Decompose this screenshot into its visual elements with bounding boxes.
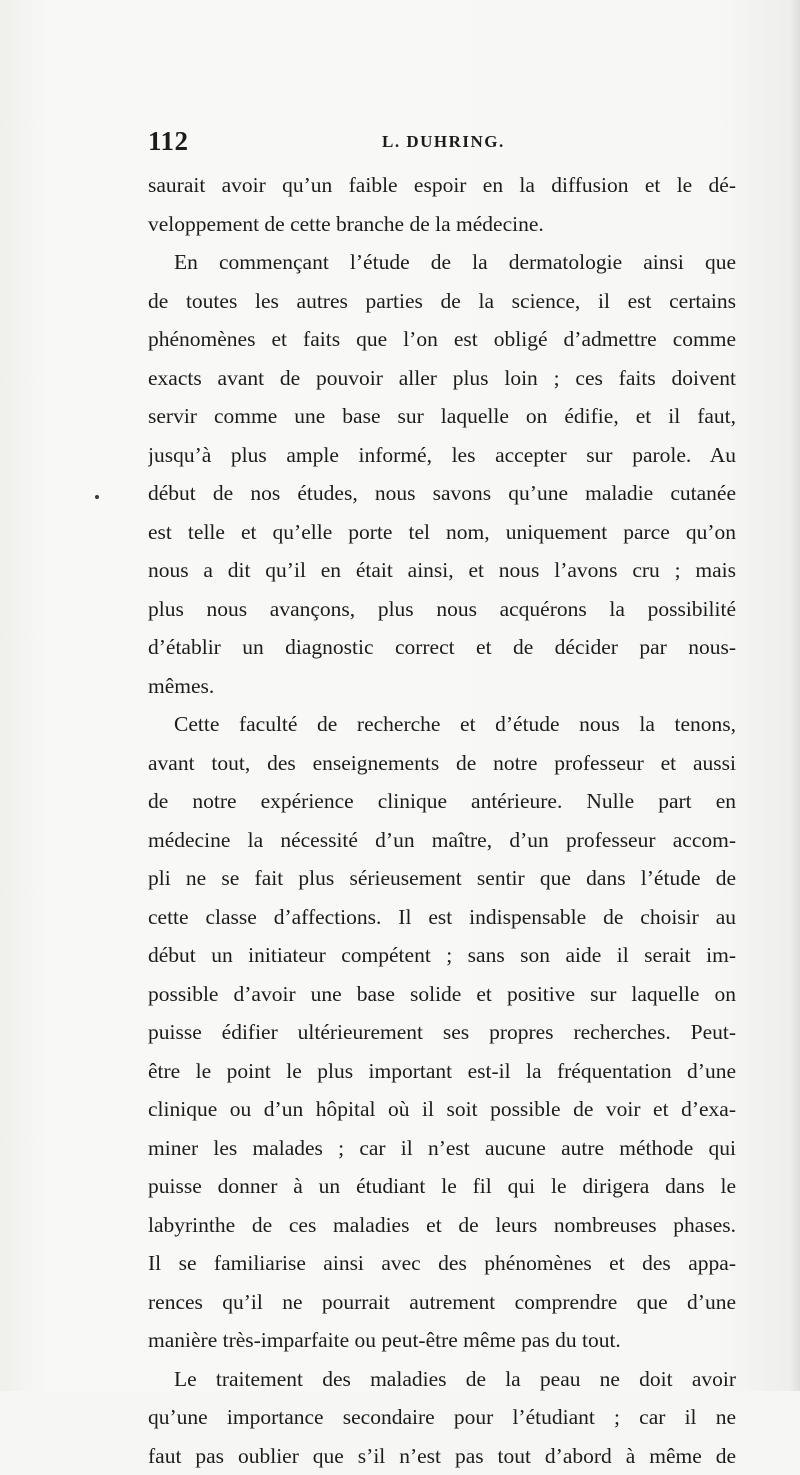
- text-line: possible d’avoir une base solide et positive sur laquelle on: [148, 975, 736, 1014]
- text-line: rences qu’il ne pourrait autrement comprendre que d’une: [148, 1283, 736, 1322]
- text-line: servir comme une base sur laquelle on édifie, et il faut,: [148, 397, 736, 436]
- text-line: est telle et qu’elle porte tel nom, uniquement parce qu’on: [148, 513, 736, 552]
- text-line: manière très-imparfaite ou peut-être même pas du tout.: [148, 1321, 736, 1360]
- text-line: En commençant l’étude de la dermatologie ainsi que: [148, 243, 736, 282]
- text-line: avant tout, des enseignements de notre professeur et aussi: [148, 744, 736, 783]
- text-line: faut pas oublier que s’il n’est pas tout d’abord à même de: [148, 1437, 736, 1475]
- text-line: puisse donner à un étudiant le fil qui le dirigera dans le: [148, 1167, 736, 1206]
- text-line: être le point le plus important est-il la fréquentation d’une: [148, 1052, 736, 1091]
- page-edge-shadow: [790, 0, 800, 1391]
- text-line: miner les malades ; car il n’est aucune autre méthode qui: [148, 1129, 736, 1168]
- text-line: puisse édifier ultérieurement ses propres recherches. Peut-: [148, 1013, 736, 1052]
- text-line: saurait avoir qu’un faible espoir en la diffusion et le dé-: [148, 166, 736, 205]
- text-line: cette classe d’affections. Il est indispensable de choisir au: [148, 898, 736, 937]
- running-head: [148, 126, 738, 166]
- ink-speck: [95, 495, 99, 499]
- body-text: [148, 166, 736, 1475]
- text-line: début un initiateur compétent ; sans son aide il serait im-: [148, 936, 736, 975]
- text-line: pli ne se fait plus sérieusement sentir que dans l’étude de: [148, 859, 736, 898]
- text-line: Le traitement des maladies de la peau ne doit avoir: [148, 1360, 736, 1399]
- text-line: de toutes les autres parties de la science, il est certains: [148, 282, 736, 321]
- text-line: clinique ou d’un hôpital où il soit possible de voir et d’exa-: [148, 1090, 736, 1129]
- page-number: 112: [148, 126, 189, 157]
- text-line: Cette faculté de recherche et d’étude nous la tenons,: [148, 705, 736, 744]
- text-line: nous a dit qu’il en était ainsi, et nous l’avons cru ; mais: [148, 551, 736, 590]
- text-line: labyrinthe de ces maladies et de leurs nombreuses phases.: [148, 1206, 736, 1245]
- text-line: de notre expérience clinique antérieure. Nulle part en: [148, 782, 736, 821]
- text-line: Il se familiarise ainsi avec des phénomènes et des appa-: [148, 1244, 736, 1283]
- text-line: veloppement de cette branche de la médecine.: [148, 205, 736, 244]
- text-line: début de nos études, nous savons qu’une maladie cutanée: [148, 474, 736, 513]
- text-line: jusqu’à plus ample informé, les accepter sur parole. Au: [148, 436, 736, 475]
- running-title: L. DUHRING.: [382, 132, 505, 152]
- text-line: plus nous avançons, plus nous acquérons la possibilité: [148, 590, 736, 629]
- text-line: médecine la nécessité d’un maître, d’un professeur accom-: [148, 821, 736, 860]
- text-line: qu’une importance secondaire pour l’étudiant ; car il ne: [148, 1398, 736, 1437]
- text-line: d’établir un diagnostic correct et de décider par nous-: [148, 628, 736, 667]
- text-line: mêmes.: [148, 667, 736, 706]
- text-line: phénomènes et faits que l’on est obligé d’admettre comme: [148, 320, 736, 359]
- text-line: exacts avant de pouvoir aller plus loin ; ces faits doivent: [148, 359, 736, 398]
